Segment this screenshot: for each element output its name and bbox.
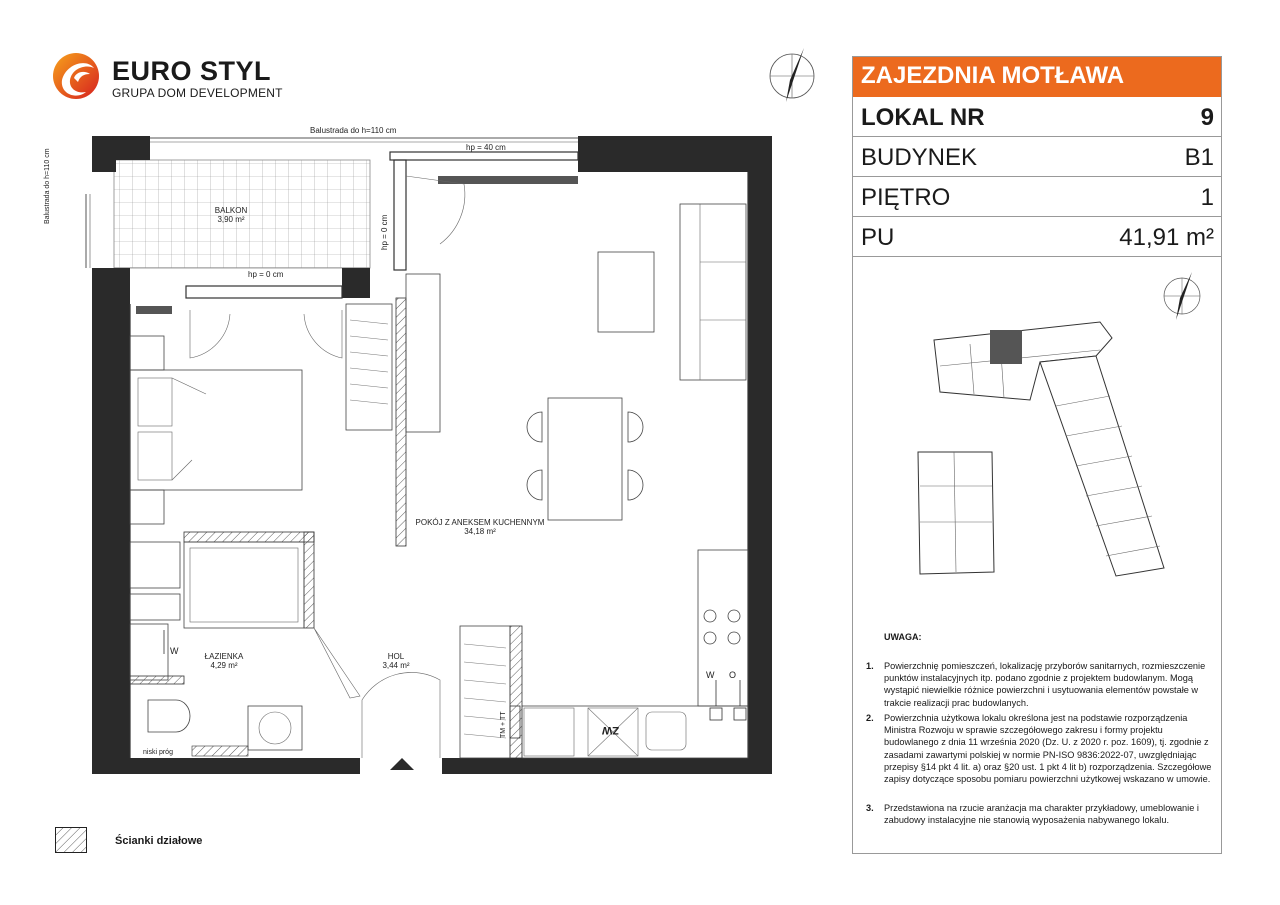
note-2 (866, 712, 1216, 798)
room-name: ŁAZIENKA (204, 652, 244, 661)
row-budynek-value: B1 (1184, 144, 1214, 171)
building-key-plan (900, 266, 1220, 596)
zw-label: ZW (602, 724, 620, 736)
balustrade-top-label: Balustrada do h=110 cm (310, 126, 397, 135)
hp0-bottom-label: hp = 0 cm (248, 270, 284, 279)
room-area: 3,90 m² (217, 215, 245, 224)
row-lokal-label: LOKAL NR (861, 104, 985, 131)
room-balcony (196, 206, 266, 224)
low-threshold-label: niski próg (143, 749, 173, 756)
o-label: O (729, 670, 737, 680)
note-1 (866, 660, 1216, 710)
row-pietro-label: PIĘTRO (861, 184, 951, 211)
row-pu-value: 41,91 m² (1119, 224, 1214, 251)
room-name: POKÓJ Z ANEKSEM KUCHENNYM (415, 518, 545, 527)
note-text: Powierzchnię pomieszczeń, lokalizację przyborów sanitarnych, rozmieszczenie punktów instalacyjnych itp. podano zgodnie z projektem budowlanym. Mogą wystąpić niewielkie różnice powierzchni i usytuowania elementów powstałe w trakcie realizacji prac budowlanych. (884, 661, 1206, 708)
w2-label: W (706, 670, 715, 680)
room-area: 3,44 m² (382, 661, 410, 670)
room-area: 34,18 m² (464, 527, 496, 536)
logo-swirl-icon (52, 50, 104, 106)
room-name: BALKON (214, 206, 248, 215)
tm-tt-label: TM + TT (500, 711, 507, 738)
compass-icon-small (1164, 272, 1200, 320)
row-pu-label: PU (861, 224, 895, 251)
note-3 (866, 802, 1216, 842)
floor-plan (80, 124, 780, 780)
legend-label: Ścianki działowe (115, 835, 203, 847)
project-name: ZAJEZDNIA MOTŁAWA (861, 62, 1125, 89)
partition-legend-swatch (55, 827, 87, 853)
room-name: HOL (387, 652, 405, 661)
note-text: Przedstawiona na rzucie aranżacja ma charakter przykładowy, umeblowanie i zabudowy instalacyjne nie stanowią wyposażenia nabywanego lokalu. (884, 803, 1199, 826)
balustrade-side-label: Balustrada do h=110 cm (44, 148, 51, 224)
room-living (400, 518, 560, 536)
row-budynek-label: BUDYNEK (861, 144, 978, 171)
room-hall (366, 652, 426, 670)
room-bathroom (194, 652, 254, 670)
note-number: 2. (866, 713, 874, 723)
row-pietro-value: 1 (1200, 184, 1214, 211)
note-number: 3. (866, 803, 874, 813)
hp0-side-label: hp = 0 cm (380, 214, 389, 250)
notes-title: UWAGA: (884, 632, 922, 642)
unit-highlight (990, 330, 1022, 364)
w-label: W (170, 646, 179, 656)
row-lokal-value: 9 (1200, 104, 1214, 131)
note-text: Powierzchnia użytkowa lokalu określona jest na podstawie rozporządzenia Ministra Rozwoju w sprawie szczegółowego zakresu i formy projektu budowlanego z dnia 11 września 2020 (Dz. U. z 2020 r. poz. 1609), tj. zgodnie z zasadami zawartymi polskiej w normie PN-ISO 9836:2022-07, uwzględniając przepisy §14 pkt 4 lit. a) oraz §20 ust. 1 pkt 4 lit b) rozporządzenia. Szczegółowe zapisy dotyczące sposobu pomiaru powierzchni użytkowej wskazano w umowie. (884, 713, 1212, 785)
logo-subtitle: GRUPA DOM DEVELOPMENT (112, 86, 283, 100)
hp40-label: hp = 40 cm (466, 143, 506, 152)
compass-icon (764, 44, 820, 106)
room-area: 4,29 m² (210, 661, 238, 670)
logo-brand: EURO STYL (112, 56, 272, 86)
note-number: 1. (866, 661, 874, 671)
